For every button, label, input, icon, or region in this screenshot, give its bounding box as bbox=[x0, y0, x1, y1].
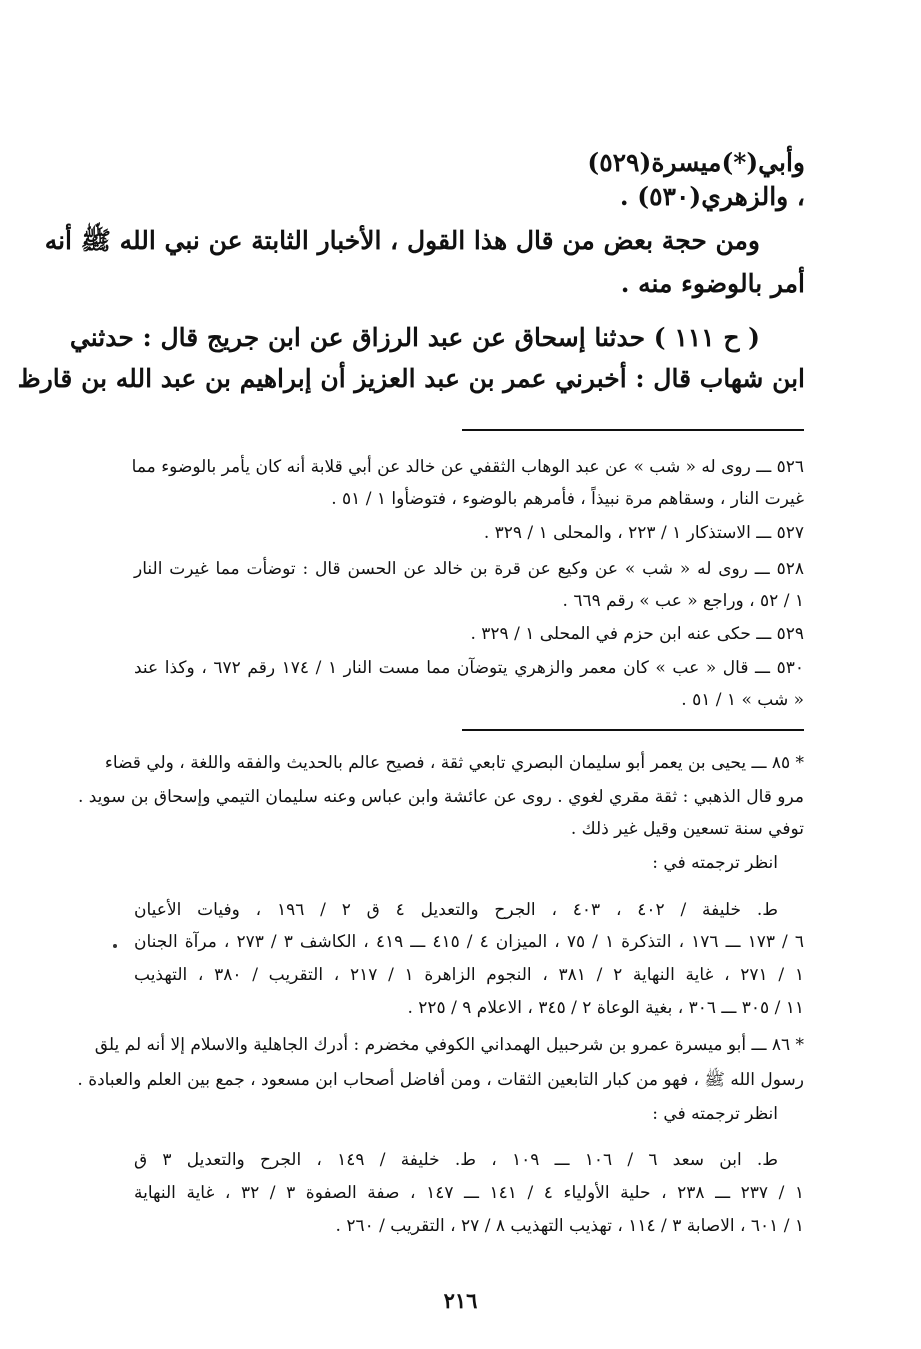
biography-85-refs-1: ط. خليفة / ٤٠٢ ، ٤٠٣ ، الجرح والتعديل ٤ ق ٢ / ١٩٦ ، وفيات الأعيان bbox=[134, 900, 778, 920]
biography-86-see-label: انظر ترجمته في : bbox=[652, 1104, 778, 1124]
biography-86-refs-3: ١ / ٦٠١ ، الاصابة ٣ / ١١٤ ، تهذيب التهذيب ٨ / ٢٧ ، التقريب / ٢٦٠ . bbox=[335, 1216, 804, 1236]
main-text-line-4: أمر بالوضوء منه . bbox=[620, 269, 805, 298]
margin-speck bbox=[113, 944, 117, 948]
biography-85-refs-2: ٦ / ١٧٣ ـــ ١٧٦ ، التذكرة ١ / ٧٥ ، الميزان ٤ / ٤١٥ ـــ ٤١٩ ، الكاشف ٣ / ٢٧٣ ، مرآة الجنان bbox=[134, 932, 804, 952]
main-text-line-1: وأبي(*)ميسرة(٥٢٩) bbox=[587, 148, 805, 177]
footnote-527: ٥٢٧ ـــ الاستذكار ١ / ٢٢٣ ، والمحلى ١ / ٣٢٩ . bbox=[483, 523, 804, 543]
biography-85-refs-3: ١ / ٢٧١ ، غاية النهاية ٢ / ٣٨١ ، النجوم الزاهرة ١ / ٢١٧ ، التقريب / ٣٨٠ ، التهذيب bbox=[134, 965, 804, 985]
biography-separator-rule bbox=[462, 729, 804, 731]
main-text-line-2: ، والزهري(٥٣٠) . bbox=[619, 182, 805, 211]
footnote-530-line-1: ٥٣٠ ـــ قال « عب » كان معمر والزهري يتوضآن مما مست النار ١ / ١٧٤ رقم ٦٧٢ ، وكذا عند bbox=[134, 658, 804, 678]
biography-85-see-label: انظر ترجمته في : bbox=[652, 853, 778, 873]
biography-85-line-1: * ٨٥ ـــ يحيى بن يعمر أبو سليمان البصري تابعي ثقة ، فصيح عالم بالحديث والفقه واللغة ، ولي قضاء bbox=[104, 753, 804, 773]
main-text-line-6: ابن شهاب قال : أخبرني عمر بن عبد العزيز أن إبراهيم بن عبد الله بن قارظ bbox=[17, 364, 805, 393]
footnote-526-line-2: غيرت النار ، وسقاهم مرة نبيذاً ، فأمرهم بالوضوء ، فتوضأوا ١ / ٥١ . bbox=[331, 489, 804, 509]
main-text-line-3: ومن حجة بعض من قال هذا القول ، الأخبار الثابتة عن نبي الله ﷺ أنه bbox=[44, 226, 760, 255]
footnote-528-line-1: ٥٢٨ ـــ روى له « شب » عن وكيع عن قرة بن خالد عن الحسن قال : توضأت مما غيرت النار bbox=[134, 559, 804, 579]
biography-86-line-2: رسول الله ﷺ ، فهو من كبار التابعين الثقات ، ومن أفاضل أصحاب ابن مسعود ، جمع بين العلم والعبادة . bbox=[77, 1070, 804, 1090]
biography-86-line-1: * ٨٦ ـــ أبو ميسرة عمرو بن شرحبيل الهمداني الكوفي مخضرم : أدرك الجاهلية والاسلام إلا أنه لم يلق bbox=[94, 1035, 804, 1055]
biography-85-line-2: مرو قال الذهبي : ثقة مقري لغوي . روى عن عائشة وابن عباس وعنه سليمان التيمي وإسحاق بن سويد . bbox=[77, 787, 804, 807]
footnote-529: ٥٢٩ ـــ حكى عنه ابن حزم في المحلى ١ / ٣٢٩ . bbox=[470, 624, 804, 644]
biography-85-line-3: توفي سنة تسعين وقيل غير ذلك . bbox=[570, 819, 804, 839]
biography-86-refs-2: ١ / ٢٣٧ ـــ ٢٣٨ ، حلية الأولياء ٤ / ١٤١ ـــ ١٤٧ ، صفة الصفوة ٣ / ٣٢ ، غاية النهاية bbox=[134, 1183, 805, 1203]
page-number: ٢١٦ bbox=[443, 1288, 478, 1313]
biography-85-refs-4: ١١ / ٣٠٥ ـــ ٣٠٦ ، بغية الوعاة ٢ / ٣٤٥ ، الاعلام ٩ / ٢٢٥ . bbox=[407, 998, 804, 1018]
biography-86-refs-1: ط. ابن سعد ٦ / ١٠٦ ـــ ١٠٩ ، ط. خليفة / ١٤٩ ، الجرح والتعديل ٣ ق bbox=[134, 1150, 779, 1170]
footnote-530-line-2: « شب » ١ / ٥١ . bbox=[681, 690, 804, 710]
footnote-526-line-1: ٥٢٦ ـــ روى له « شب » عن عبد الوهاب الثقفي عن خالد عن أبي قلابة أنه كان يأمر بالوضوء مما bbox=[131, 457, 804, 477]
footnote-528-line-2: ١ / ٥٢ ، وراجع « عب » رقم ٦٦٩ . bbox=[562, 591, 804, 611]
footnote-separator-rule bbox=[462, 429, 804, 431]
main-text-line-5: ( ح ١١١ ) حدثنا إسحاق عن عبد الرزاق عن ابن جريج قال : حدثني bbox=[69, 323, 760, 352]
